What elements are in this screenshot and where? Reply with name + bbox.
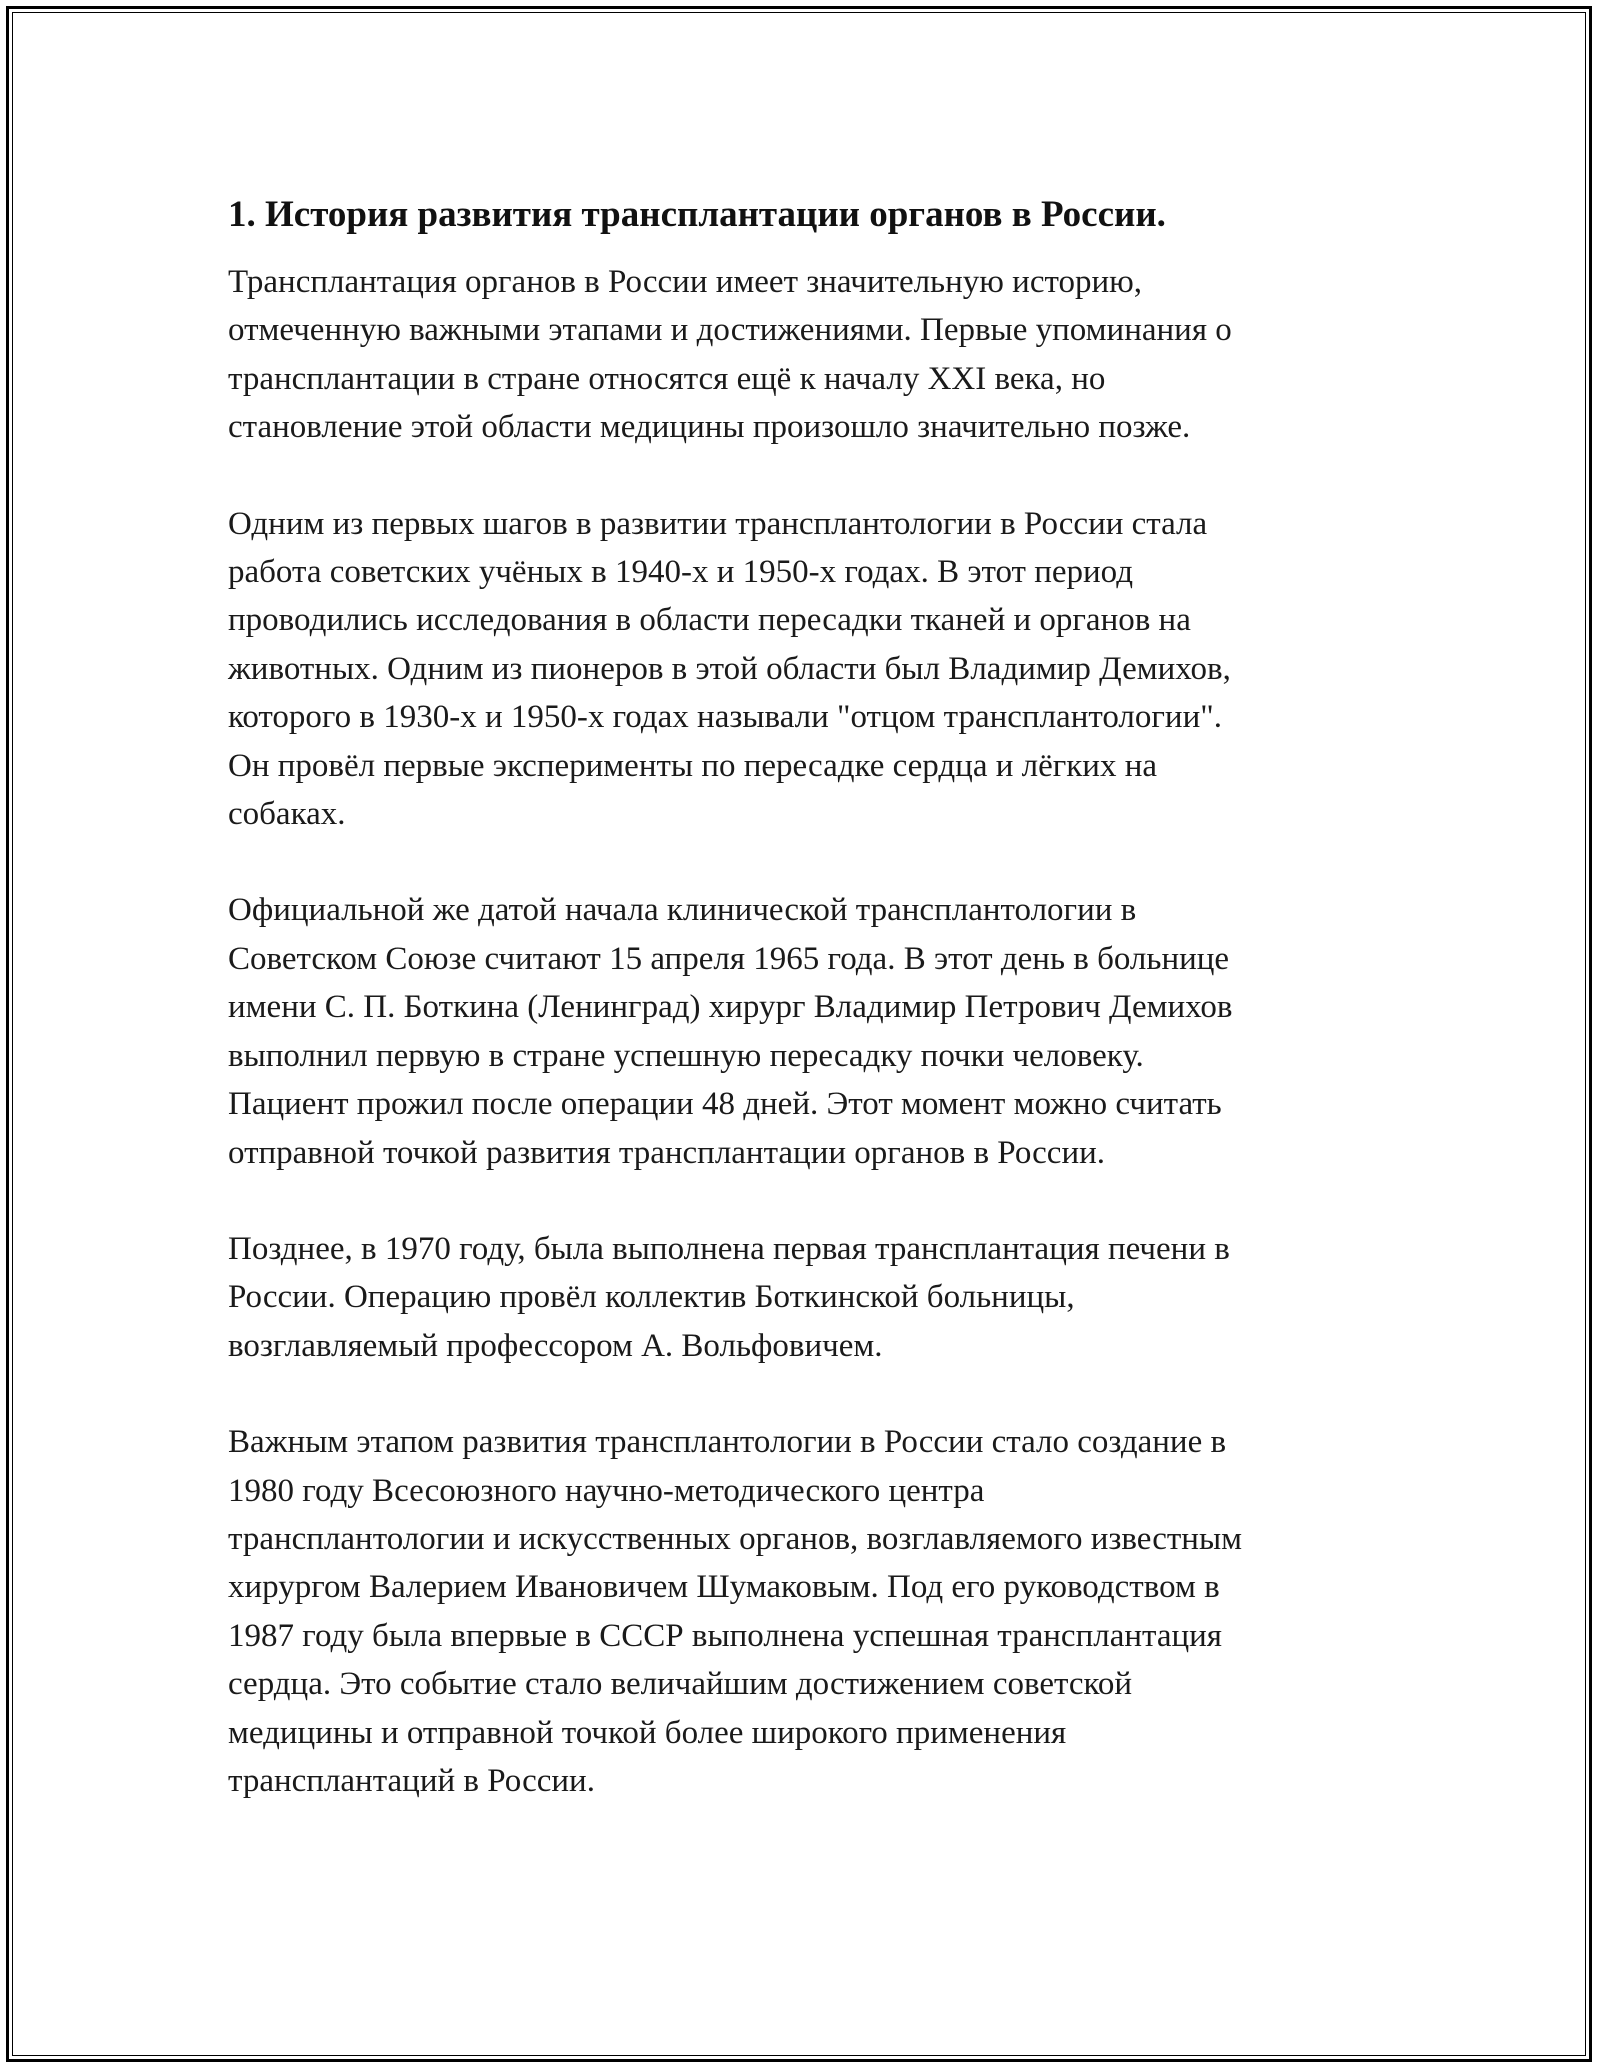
text-line: Важным этапом развития трансплантологии в России стало создание в	[228, 1424, 1227, 1461]
text-line: собаках.	[228, 796, 346, 833]
text-line: Трансплантация органов в России имеет значительную историю,	[228, 264, 1143, 300]
paragraph	[228, 500, 1378, 839]
text-line: животных. Одним из пионеров в этой области был Владимир Демихов,	[228, 650, 1231, 687]
text-line: Советском Союзе считают 15 апреля 1965 года. В этот день в больнице	[228, 940, 1230, 977]
text-line: имени С. П. Боткина (Ленинград) хирург Владимир Петрович Демихов	[228, 989, 1233, 1026]
text-line: трансплантаций в России.	[228, 1762, 595, 1799]
text-line: 1987 году была впервые в СССР выполнена успешная трансплантация	[228, 1617, 1222, 1654]
text-line: хирургом Валерием Ивановичем Шумаковым. Под его руководством в	[228, 1569, 1220, 1606]
paragraph-list	[228, 258, 1378, 1805]
text-line: трансплантации в стране относятся ещё к началу XXI века, но	[228, 360, 1106, 397]
text-line: проводились исследования в области пересадки тканей и органов на	[228, 602, 1191, 639]
paragraph	[228, 1225, 1378, 1370]
text-line: отправной точкой развития трансплантации органов в России.	[228, 1134, 1106, 1171]
text-line: трансплантологии и искусственных органов, возглавляемого известным	[228, 1520, 1243, 1557]
document-body	[228, 186, 1378, 1853]
section-heading: 1. История развития трансплантации органов в России.	[228, 194, 1166, 235]
text-line: России. Операцию провёл коллектив Боткинской больницы,	[228, 1279, 1075, 1316]
text-line: работа советских учёных в 1940-х и 1950-х годах. В этот период	[228, 554, 1134, 591]
text-line: 1980 году Всесоюзного научно-методического центра	[228, 1472, 985, 1509]
text-line: сердца. Это событие стало величайшим достижением советской	[228, 1666, 1132, 1703]
paragraph	[228, 1418, 1378, 1805]
text-line: которого в 1930-х и 1950-х годах называли "отцом трансплантологии".	[228, 699, 1222, 736]
text-line: выполнил первую в стране успешную пересадку почки человеку.	[228, 1037, 1144, 1074]
text-line: отмеченную важными этапами и достижениями. Первые упоминания о	[228, 312, 1232, 349]
paragraph	[228, 886, 1378, 1176]
text-line: становление этой области медицины произошло значительно позже.	[228, 409, 1191, 446]
text-line: Официальной же датой начала клинической трансплантологии в	[228, 892, 1137, 929]
text-line: Пациент прожил после операции 48 дней. Этот момент можно считать	[228, 1086, 1222, 1123]
text-line: Он провёл первые эксперименты по пересадке сердца и лёгких на	[228, 747, 1158, 784]
text-line: Позднее, в 1970 году, была выполнена первая трансплантация печени в	[228, 1230, 1230, 1267]
text-line: медицины и отправной точкой более широкого применения	[228, 1714, 1067, 1751]
text-line: возглавляемый профессором А. Вольфовичем.	[228, 1327, 883, 1364]
paragraph	[228, 258, 1378, 452]
text-line: Одним из первых шагов в развитии трансплантологии в России стала	[228, 505, 1208, 542]
